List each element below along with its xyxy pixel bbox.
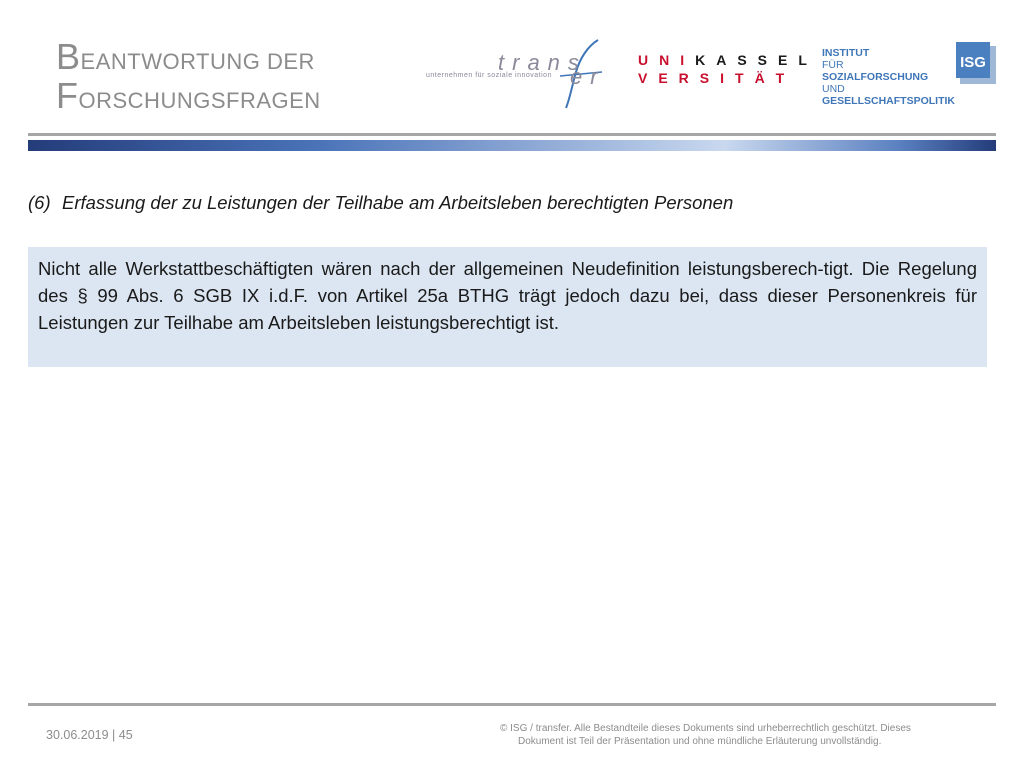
institut-line-1: INSTITUT <box>822 47 870 59</box>
isg-logo <box>954 40 998 86</box>
uni-kassel-logo <box>638 52 818 88</box>
research-question <box>28 192 733 214</box>
institut-line-1-thin: FÜR <box>822 59 844 71</box>
isg-logo-icon <box>954 40 998 86</box>
institut-line-2-thin: UND <box>822 83 845 95</box>
question-number: (6) <box>28 192 51 213</box>
answer-box <box>28 247 987 367</box>
slide-title <box>56 36 321 118</box>
institut-logo-text <box>822 47 955 107</box>
institut-line-2: SOZIALFORSCHUNG <box>822 71 929 83</box>
footer-divider <box>28 703 996 706</box>
header-divider-grey <box>28 133 996 136</box>
question-text: Erfassung der zu Leistungen der Teilhabe am Arbeitsleben berechtigten Personen <box>62 192 734 213</box>
institut-line-3: GESELLSCHAFTSPOLITIK <box>822 95 956 107</box>
header-divider-gradient <box>28 140 996 151</box>
transfer-wordmark-b: er <box>570 64 606 89</box>
footer-date-page: 30.06.2019 | 45 <box>46 728 133 742</box>
slide-title-line-2: FORSCHUNGSFRAGEN <box>56 75 321 116</box>
footer-copyright-line-2: Dokument ist Teil der Präsentation und ohne mündliche Erläuterung unvollständig. <box>518 736 882 747</box>
footer-copyright-line-1: © ISG / transfer. Alle Bestandteile dieses Dokuments sind urheberrechtlich geschützt. Dieses <box>500 723 911 734</box>
answer-text: Nicht alle Werkstattbeschäftigten wären nach der allgemeinen Neudefinition leistungsberech-tigt. Die Regelung des § 99 Abs. 6 SGB IX i.d.F. von Artikel 25a BTHG trägt jedoch dazu bei, dass dieser Personenkreis für Leistungen zur Teilhabe am Arbeitsleben leistungsberechtigt ist. <box>38 258 977 333</box>
transfer-logo <box>420 36 620 110</box>
footer-copyright <box>500 722 990 748</box>
transfer-tagline: unternehmen für soziale innovation <box>426 72 552 79</box>
transfer-wordmark-a: trans <box>498 50 587 75</box>
kassel-uni-text: UNI <box>638 52 696 68</box>
kassel-versitaet-text: VERSITÄT <box>638 70 796 86</box>
kassel-kassel-text: KASSEL <box>695 52 818 68</box>
isg-logo-text: ISG <box>960 54 986 71</box>
slide-title-line-1: BEANTWORTUNG DER <box>56 36 315 77</box>
